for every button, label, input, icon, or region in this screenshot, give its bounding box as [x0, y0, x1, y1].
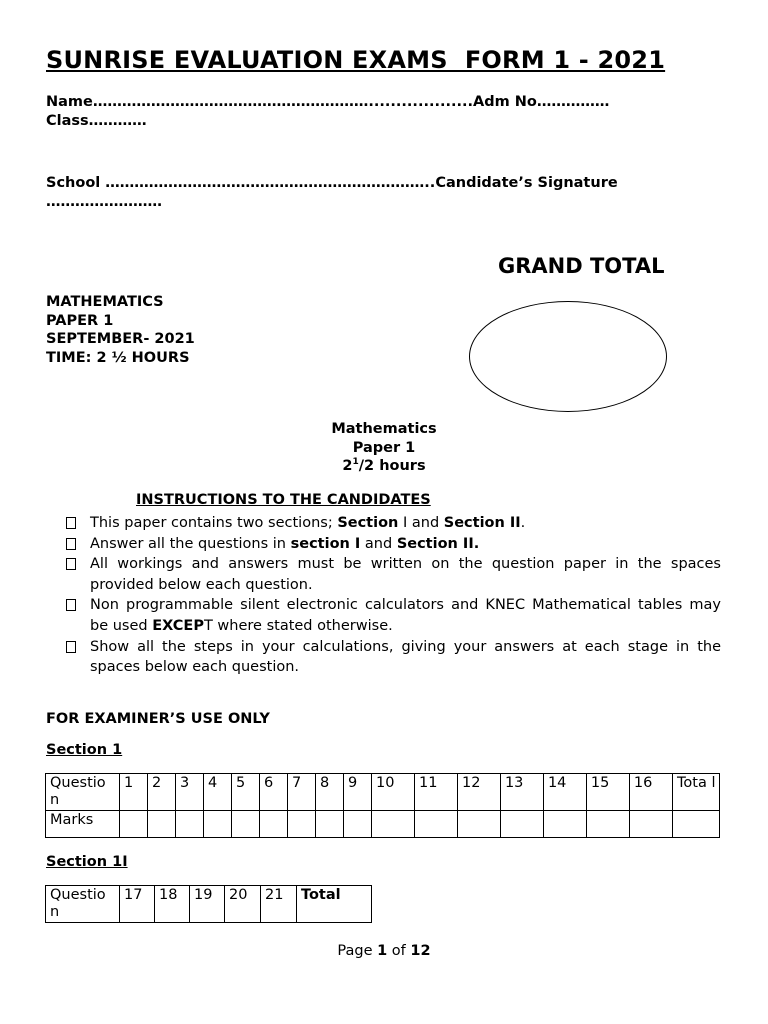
question-number-cell: 20	[225, 886, 261, 923]
instruction-bold: EXCEP	[152, 617, 204, 634]
marks-entry-cell[interactable]	[232, 811, 260, 838]
instruction-item	[62, 595, 721, 636]
subject-block	[46, 293, 195, 367]
marks-entry-cell[interactable]	[344, 811, 372, 838]
instructions-list	[62, 513, 721, 678]
instruction-text: .	[520, 515, 526, 531]
question-number-cell: 8	[316, 774, 344, 811]
paper-number: PAPER 1	[46, 312, 114, 329]
total-entry-cell[interactable]	[673, 811, 720, 838]
instruction-text: Answer all the questions in	[90, 535, 291, 552]
instruction-text: I and	[398, 515, 444, 531]
subject-name: MATHEMATICS	[46, 294, 164, 310]
center-duration	[284, 457, 484, 476]
question-number-cell: 11	[414, 774, 457, 811]
duration-whole: 2	[342, 458, 353, 474]
examiner-heading: FOR EXAMINER’S USE ONLY	[46, 711, 270, 727]
question-number-cell: 14	[543, 774, 586, 811]
grand-total-label: GRAND TOTAL	[498, 254, 665, 278]
instruction-item	[62, 637, 721, 678]
question-number-cell: 2	[148, 774, 176, 811]
question-number-cell: 19	[190, 886, 225, 923]
marks-header-cell: Marks	[46, 811, 120, 838]
marks-entry-cell[interactable]	[204, 811, 232, 838]
table-row	[46, 774, 720, 811]
marks-entry-cell[interactable]	[288, 811, 316, 838]
instruction-bold: Section	[337, 515, 399, 531]
instruction-item	[62, 554, 721, 595]
question-number-cell: 3	[176, 774, 204, 811]
instruction-text: T where stated otherwise.	[203, 617, 393, 634]
question-number-cell: 1	[120, 774, 148, 811]
section1-marks-table	[45, 773, 720, 838]
instruction-bold: Section II	[443, 515, 521, 531]
instruction-text: and	[360, 535, 397, 552]
marks-entry-cell[interactable]	[372, 811, 415, 838]
total-header-cell: Tota l	[673, 774, 720, 811]
section2-marks-table	[45, 885, 372, 923]
table-row	[46, 886, 372, 923]
class-field: Class…………	[46, 113, 147, 129]
marks-entry-cell[interactable]	[176, 811, 204, 838]
duration-numerator: 1	[352, 457, 359, 467]
marks-entry-cell[interactable]	[414, 811, 457, 838]
question-number-cell: 4	[204, 774, 232, 811]
center-subject: Mathematics	[331, 421, 437, 437]
checkbox-bullet-icon	[66, 599, 76, 611]
question-number-cell: 9	[344, 774, 372, 811]
marks-entry-cell[interactable]	[260, 811, 288, 838]
checkbox-bullet-icon	[66, 558, 76, 570]
exam-date: SEPTEMBER- 2021	[46, 331, 195, 347]
question-number-cell: 21	[261, 886, 297, 923]
question-number-cell: 16	[629, 774, 672, 811]
marks-entry-cell[interactable]	[457, 811, 500, 838]
question-number-cell: 7	[288, 774, 316, 811]
instruction-bold: section I	[290, 535, 361, 552]
instruction-text: Show all the steps in your calculations, giving your answers at each stage in the spaces below each question.	[90, 638, 721, 676]
question-header-cell: Questio n	[46, 774, 120, 811]
instruction-item	[62, 513, 721, 534]
name-field: Name…………………………………………………...................Adm No……………	[46, 94, 610, 110]
marks-entry-cell[interactable]	[120, 811, 148, 838]
question-number-cell: 12	[457, 774, 500, 811]
school-field: School …………………………………………………………..Candidate’s Signature	[46, 175, 618, 191]
question-number-cell: 13	[500, 774, 543, 811]
question-number-cell: 17	[120, 886, 155, 923]
question-header-cell: Questio n	[46, 886, 120, 923]
checkbox-bullet-icon	[66, 517, 76, 529]
instruction-text: Non programmable silent electronic calculators and KNEC Mathematical tables may be used	[90, 597, 721, 634]
question-number-cell: 5	[232, 774, 260, 811]
duration-rest: /2 hours	[358, 458, 426, 474]
instruction-bold: Section II.	[396, 535, 480, 552]
question-number-cell: 6	[260, 774, 288, 811]
signature-field: ……………………	[46, 194, 162, 210]
marks-entry-cell[interactable]	[586, 811, 629, 838]
question-number-cell: 10	[372, 774, 415, 811]
exam-time: TIME: 2 ½ HOURS	[46, 349, 190, 366]
instruction-text: This paper contains two sections;	[90, 515, 338, 531]
of-word: of	[387, 943, 411, 959]
page-total: 12	[410, 943, 431, 959]
page-footer	[0, 943, 768, 959]
table-row	[46, 811, 720, 838]
page-word: Page	[337, 943, 378, 959]
instructions-heading: INSTRUCTIONS TO THE CANDIDATES	[136, 492, 431, 508]
instruction-text: All workings and answers must be written on the question paper in the spaces provided below each question.	[90, 556, 721, 593]
question-number-cell: 15	[586, 774, 629, 811]
question-number-cell: 18	[155, 886, 190, 923]
page-number: 1	[377, 943, 388, 959]
center-paper: Paper 1	[352, 439, 416, 456]
exam-title: SUNRISE EVALUATION EXAMS FORM 1 - 2021	[46, 46, 666, 74]
total-header-cell: Total	[297, 886, 372, 923]
section1-heading: Section 1	[46, 742, 123, 758]
instruction-item	[62, 534, 721, 555]
checkbox-bullet-icon	[66, 538, 76, 550]
section2-heading: Section 1I	[46, 854, 128, 870]
marks-entry-cell[interactable]	[148, 811, 176, 838]
marks-entry-cell[interactable]	[316, 811, 344, 838]
marks-entry-cell[interactable]	[543, 811, 586, 838]
marks-entry-cell[interactable]	[629, 811, 672, 838]
center-title-block	[284, 420, 484, 476]
checkbox-bullet-icon	[66, 641, 76, 653]
grand-total-oval	[469, 301, 667, 412]
marks-entry-cell[interactable]	[500, 811, 543, 838]
